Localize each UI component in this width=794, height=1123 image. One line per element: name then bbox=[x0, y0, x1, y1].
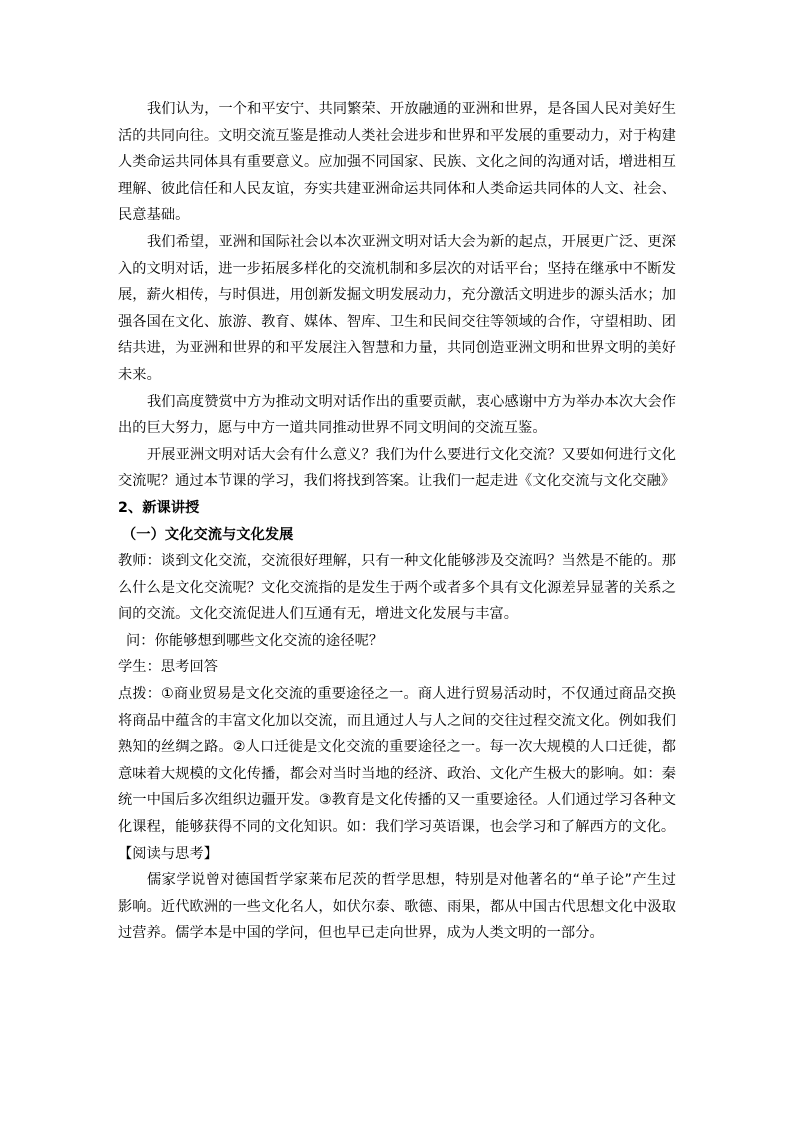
intro-paragraph-2: 我们希望，亚洲和国际社会以本次亚洲文明对话大会为新的起点，开展更广泛、更深入的文明对话，进一步拓展多样化的交流机制和多层次的对话平台；坚持在继承中不断发展，薪火相传，与时俱进，用创新发掘文明发展动力，充分激活文明进步的源头活水；加强各国在文化、旅游、教育、媒体、智库、卫生和民间交往等领域的合作，守望相助、团结共进，为亚洲和世界的和平发展注入智慧和力量，共同创造亚洲文明和世界文明的美好未来。 bbox=[118, 233, 676, 383]
question-line: 问：你能够想到哪些文化交流的途径呢？ bbox=[126, 632, 384, 649]
student-line: 学生：思考回答 bbox=[118, 659, 219, 676]
intro-paragraph-1: 我们认为，一个和平安宁、共同繁荣、开放融通的亚洲和世界，是各国人民对美好生活的共同向往。文明交流互鉴是推动人类社会进步和世界和平发展的重要动力，对于构建人类命运共同体具有重要意义。应加强不同国家、民族、文化之间的沟通对话，增进相互理解、彼此信任和人民友谊，夯实共建亚洲命运共同体和人类命运共同体的人文、社会、民意基础。 bbox=[118, 101, 676, 224]
teacher-paragraph: 教师：谈到文化交流，交流很好理解，只有一种文化能够涉及交流吗？当然是不能的。那么什么是文化交流呢？文化交流指的是发生于两个或者多个具有文化源差异显著的关系之间的交流。文化交流促进人们互通有无，增进文化发展与丰富。 bbox=[118, 553, 676, 623]
document-body bbox=[118, 96, 676, 947]
reading-title: 【阅读与思考】 bbox=[118, 845, 219, 862]
pointer-paragraph: 点拨：①商业贸易是文化交流的重要途径之一。商人进行贸易活动时，不仅通过商品交换将商品中蕴含的丰富文化加以交流，而且通过人与人之间的交往过程交流文化。例如我们熟知的丝绸之路。②人口迁徙是文化交流的重要途径之一。每一次大规模的人口迁徙，都意味着大规模的文化传播，都会对当时当地的经济、政治、文化产生极大的影响。如：秦统一中国后多次组织边疆开发。③教育是文化传播的又一重要途径。人们通过学习各种文化课程，能够获得不同的文化知识。如：我们学习英语课，也会学习和了解西方的文化。 bbox=[118, 686, 676, 836]
intro-paragraph-3: 我们高度赞赏中方为推动文明对话作出的重要贡献，衷心感谢中方为举办本次大会作出的巨大努力，愿与中方一道共同推动世界不同文明间的交流互鉴。 bbox=[118, 393, 676, 437]
intro-paragraph-4: 开展亚洲文明对话大会有什么意义？我们为什么要进行文化交流？又要如何进行文化交流呢？通过本节课的学习，我们将找到答案。让我们一起走进《文化交流与文化交融》 bbox=[118, 446, 676, 490]
section-heading: 2、新课讲授 bbox=[118, 499, 200, 516]
section-subheading: （一）文化交流与文化发展 bbox=[122, 526, 294, 543]
reading-paragraph: 儒家学说曾对德国哲学家莱布尼茨的哲学思想，特别是对他著名的“单子论”产生过影响。近代欧洲的一些文化名人，如伏尔泰、歌德、雨果，都从中国古代思想文化中汲取过营养。儒学本是中国的学问，但也早已走向世界，成为人类文明的一部分。 bbox=[118, 872, 676, 942]
